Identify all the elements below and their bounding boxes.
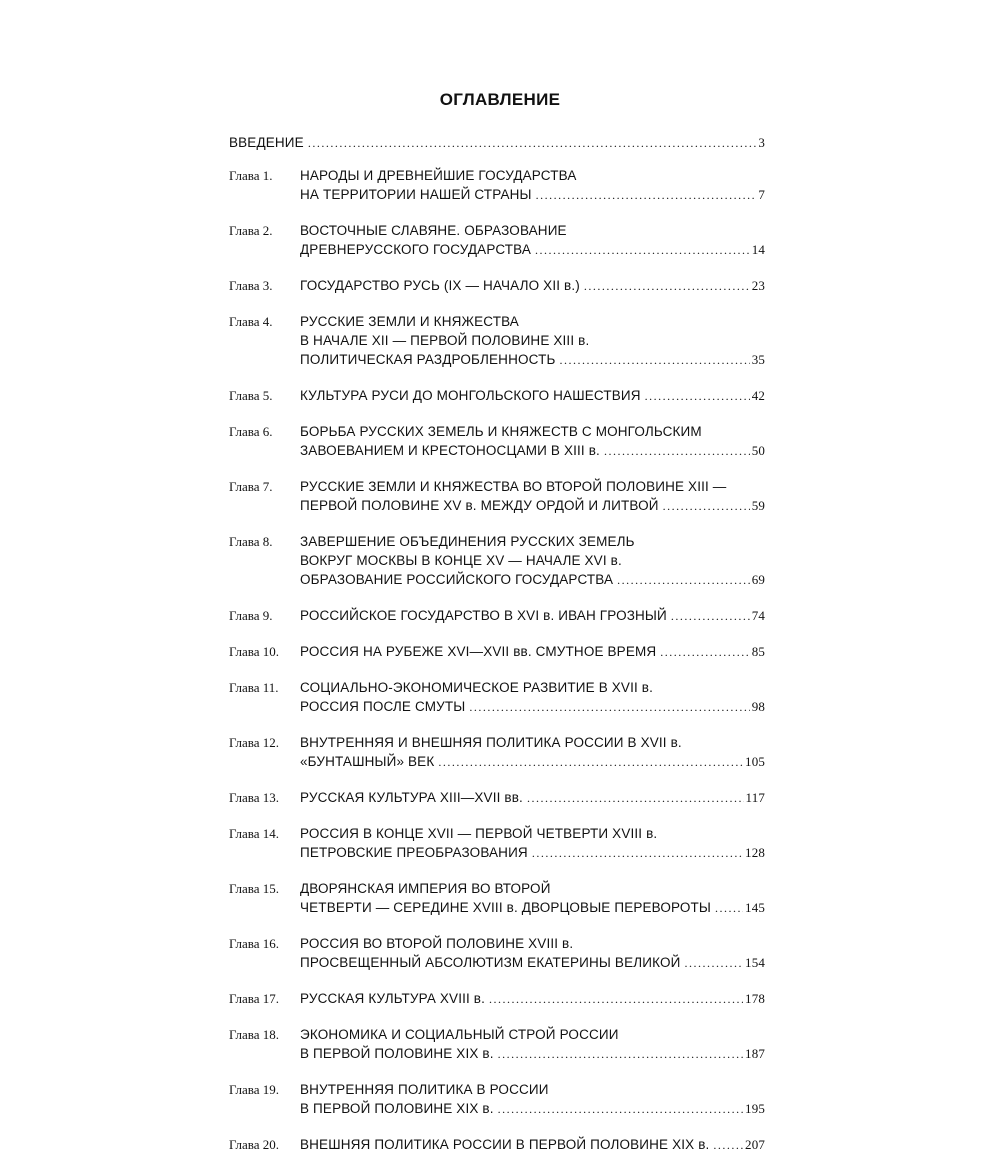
chapter-number: Глава 13. (229, 790, 280, 805)
dot-leader (671, 607, 750, 626)
chapter-title-line: РОССИЯ В КОНЦЕ XVII — ПЕРВОЙ ЧЕТВЕРТИ XVIII в. (300, 826, 658, 841)
chapter-number: Глава 5. (229, 388, 273, 403)
chapter-title-line (300, 496, 765, 516)
toc-entry (229, 166, 765, 205)
chapter-title (300, 1135, 765, 1155)
page-number: 7 (758, 187, 765, 202)
chapter-title-line: НАРОДЫ И ДРЕВНЕЙШИЕ ГОСУДАРСТВА (300, 168, 577, 183)
toc-entry (229, 934, 765, 973)
chapter-title-line (300, 350, 765, 370)
chapter-number: Глава 17. (229, 991, 280, 1006)
page-number: 178 (745, 991, 765, 1006)
chapter-title-line (300, 989, 765, 1009)
chapter-title (300, 166, 765, 205)
chapter-title (300, 276, 765, 296)
toc-entry (229, 312, 765, 370)
chapter-title (300, 934, 765, 973)
chapter-title (300, 606, 765, 626)
chapter-title-line: СОЦИАЛЬНО-ЭКОНОМИЧЕСКОЕ РАЗВИТИЕ В XVII в. (300, 680, 654, 695)
dot-leader (498, 1045, 743, 1064)
chapter-title-line (300, 386, 765, 406)
chapter-number: Глава 19. (229, 1082, 280, 1097)
dot-leader (645, 387, 750, 406)
chapter-title-text: ДРЕВНЕРУССКОГО ГОСУДАРСТВА (300, 242, 532, 257)
chapter-number: Глава 6. (229, 424, 273, 439)
dot-leader (663, 497, 750, 516)
page-number: 145 (745, 900, 765, 915)
dot-leader (438, 753, 743, 772)
chapter-title-line: РУССКИЕ ЗЕМЛИ И КНЯЖЕСТВА ВО ВТОРОЙ ПОЛОВИНЕ XIII — (300, 479, 727, 494)
chapter-title-text: РУССКАЯ КУЛЬТУРА XIII—XVII вв. (300, 790, 523, 805)
chapter-title (300, 733, 765, 772)
chapter-title-line (300, 1135, 765, 1155)
toc-entry (229, 824, 765, 863)
page-number: 69 (751, 572, 765, 587)
toc-entry (229, 276, 765, 296)
chapter-title (300, 477, 765, 516)
chapter-number: Глава 2. (229, 223, 273, 238)
chapter-title (300, 824, 765, 863)
chapter-title-text: ПЕРВОЙ ПОЛОВИНЕ XV в. МЕЖДУ ОРДОЙ И ЛИТВОЙ (300, 498, 659, 513)
chapter-title-line: ВНУТРЕННЯЯ И ВНЕШНЯЯ ПОЛИТИКА РОССИИ В XVII в. (300, 735, 682, 750)
chapter-number: Глава 7. (229, 479, 273, 494)
toc-entry (229, 879, 765, 918)
chapter-title (300, 788, 765, 808)
chapter-number: Глава 18. (229, 1027, 280, 1042)
chapter-number: Глава 9. (229, 608, 273, 623)
chapter-title (300, 678, 765, 717)
dot-leader (604, 442, 750, 461)
chapter-number: Глава 14. (229, 826, 280, 841)
page-number: 42 (751, 388, 765, 403)
chapter-title-line (300, 843, 765, 863)
dot-leader (617, 571, 750, 590)
chapter-title-line: РУССКИЕ ЗЕМЛИ И КНЯЖЕСТВА (300, 314, 519, 329)
dot-leader (535, 241, 750, 260)
toc-entry (229, 1080, 765, 1119)
page-number: 3 (758, 135, 765, 150)
chapter-title-line: В НАЧАЛЕ XII — ПЕРВОЙ ПОЛОВИНЕ XIII в. (300, 333, 590, 348)
page-number: 128 (745, 845, 765, 860)
page-number: 105 (745, 754, 765, 769)
table-of-contents (229, 133, 765, 1171)
dot-leader (532, 844, 743, 863)
chapter-title-line: РОССИЯ ВО ВТОРОЙ ПОЛОВИНЕ XVIII в. (300, 936, 574, 951)
page-number: 35 (751, 352, 765, 367)
dot-leader (469, 698, 749, 717)
toc-entry (229, 133, 765, 153)
chapter-title (300, 532, 765, 590)
page-number: 85 (751, 644, 765, 659)
chapter-number: Глава 11. (229, 680, 279, 695)
chapter-number: Глава 16. (229, 936, 280, 951)
chapter-number: Глава 12. (229, 735, 280, 750)
page-number: 50 (751, 443, 765, 458)
chapter-title-text: РОССИЙСКОЕ ГОСУДАРСТВО В XVI в. ИВАН ГРОЗНЫЙ (300, 608, 667, 623)
chapter-title-line: ЗАВЕРШЕНИЕ ОБЪЕДИНЕНИЯ РУССКИХ ЗЕМЕЛЬ (300, 534, 635, 549)
dot-leader (715, 899, 743, 918)
toc-entry (229, 788, 765, 808)
chapter-title-line (300, 898, 765, 918)
chapter-title-line: ЭКОНОМИКА И СОЦИАЛЬНЫЙ СТРОЙ РОССИИ (300, 1027, 619, 1042)
toc-entry (229, 532, 765, 590)
chapter-title-line (300, 606, 765, 626)
chapter-title-line: ВОКРУГ МОСКВЫ В КОНЦЕ XV — НАЧАЛЕ XVI в. (300, 553, 622, 568)
chapter-title (300, 422, 765, 461)
chapter-title (300, 312, 765, 370)
toc-entry (229, 733, 765, 772)
page-number: 98 (751, 699, 765, 714)
chapter-title-text: ОБРАЗОВАНИЕ РОССИЙСКОГО ГОСУДАРСТВА (300, 572, 614, 587)
dot-leader (308, 134, 757, 153)
chapter-number: Глава 15. (229, 881, 280, 896)
dot-leader (559, 351, 749, 370)
dot-leader (527, 789, 744, 808)
chapter-title-line: ДВОРЯНСКАЯ ИМПЕРИЯ ВО ВТОРОЙ (300, 881, 551, 896)
toc-entry (229, 422, 765, 461)
page-number: 23 (751, 278, 765, 293)
chapter-title-line: БОРЬБА РУССКИХ ЗЕМЕЛЬ И КНЯЖЕСТВ С МОНГОЛЬСКИМ (300, 424, 702, 439)
chapter-title-text: ПРОСВЕЩЕННЫЙ АБСОЛЮТИЗМ ЕКАТЕРИНЫ ВЕЛИКОЙ (300, 955, 681, 970)
toc-entry (229, 1135, 765, 1155)
toc-entry (229, 606, 765, 626)
page-title: ОГЛАВЛЕНИЕ (439, 90, 561, 109)
chapter-number: Глава 1. (229, 168, 273, 183)
chapter-title-text: РУССКАЯ КУЛЬТУРА XVIII в. (300, 991, 486, 1006)
chapter-title-line (300, 697, 765, 717)
toc-entry (229, 477, 765, 516)
chapter-title-line: ВНУТРЕННЯЯ ПОЛИТИКА В РОССИИ (300, 1082, 549, 1097)
toc-entry (229, 989, 765, 1009)
chapter-title-line (300, 570, 765, 590)
chapter-title-line (300, 642, 765, 662)
chapter-title-text: ВВЕДЕНИЕ (229, 135, 304, 150)
chapter-title (300, 221, 765, 260)
chapter-title-line (300, 276, 765, 296)
page-number: 154 (745, 955, 765, 970)
chapter-title (300, 642, 765, 662)
chapter-number: Глава 20. (229, 1137, 280, 1152)
chapter-title-line (300, 1099, 765, 1119)
chapter-title-line (300, 953, 765, 973)
chapter-title-line (300, 185, 765, 205)
chapter-title (300, 1080, 765, 1119)
toc-entry (229, 1025, 765, 1064)
chapter-title-text: ЗАВОЕВАНИЕМ И КРЕСТОНОСЦАМИ В XIII в. (300, 443, 600, 458)
dot-leader (498, 1100, 743, 1119)
page-number: 14 (751, 242, 765, 257)
toc-entry (229, 642, 765, 662)
toc-entry (229, 221, 765, 260)
chapter-title-text: ЧЕТВЕРТИ — СЕРЕДИНЕ XVIII в. ДВОРЦОВЫЕ ПЕРЕВОРОТЫ (300, 900, 712, 915)
chapter-title (300, 386, 765, 406)
chapter-title-line (300, 788, 765, 808)
dot-leader (713, 1136, 743, 1155)
chapter-title (300, 1025, 765, 1064)
dot-leader (536, 186, 757, 205)
dot-leader (584, 277, 750, 296)
chapter-title-line (300, 752, 765, 772)
toc-entry (229, 386, 765, 406)
chapter-title-text: ГОСУДАРСТВО РУСЬ (IX — НАЧАЛО XII в.) (300, 278, 580, 293)
dot-leader (684, 954, 743, 973)
chapter-title (229, 133, 765, 153)
chapter-title-line: ВОСТОЧНЫЕ СЛАВЯНЕ. ОБРАЗОВАНИЕ (300, 223, 567, 238)
chapter-title-text: НА ТЕРРИТОРИИ НАШЕЙ СТРАНЫ (300, 187, 532, 202)
page-number: 207 (745, 1137, 765, 1152)
chapter-title-text: «БУНТАШНЫЙ» ВЕК (300, 754, 435, 769)
page-number: 195 (745, 1101, 765, 1116)
chapter-title-text: РОССИЯ ПОСЛЕ СМУТЫ (300, 699, 466, 714)
chapter-title-text: В ПЕРВОЙ ПОЛОВИНЕ XIX в. (300, 1101, 494, 1116)
chapter-title (300, 879, 765, 918)
chapter-title-text: В ПЕРВОЙ ПОЛОВИНЕ XIX в. (300, 1046, 494, 1061)
chapter-title-text: КУЛЬТУРА РУСИ ДО МОНГОЛЬСКОГО НАШЕСТВИЯ (300, 388, 641, 403)
chapter-number: Глава 8. (229, 534, 273, 549)
page-number: 117 (745, 790, 765, 805)
page-number: 74 (751, 608, 765, 623)
chapter-number: Глава 4. (229, 314, 273, 329)
page-number: 187 (745, 1046, 765, 1061)
chapter-title (300, 989, 765, 1009)
chapter-number: Глава 3. (229, 278, 273, 293)
chapter-title-text: РОССИЯ НА РУБЕЖЕ XVI—XVII вв. СМУТНОЕ ВРЕМЯ (300, 644, 657, 659)
chapter-title-text: ВНЕШНЯЯ ПОЛИТИКА РОССИИ В ПЕРВОЙ ПОЛОВИНЕ XIX в. (300, 1137, 710, 1152)
page-number: 59 (751, 498, 765, 513)
chapter-number: Глава 10. (229, 644, 280, 659)
chapter-title-text: ПОЛИТИЧЕСКАЯ РАЗДРОБЛЕННОСТЬ (300, 352, 556, 367)
dot-leader (660, 643, 749, 662)
chapter-title-line (300, 240, 765, 260)
chapter-title-line (300, 1044, 765, 1064)
chapter-title-text: ПЕТРОВСКИЕ ПРЕОБРАЗОВАНИЯ (300, 845, 528, 860)
chapter-title-line (229, 133, 765, 153)
toc-entry (229, 678, 765, 717)
chapter-title-line (300, 441, 765, 461)
